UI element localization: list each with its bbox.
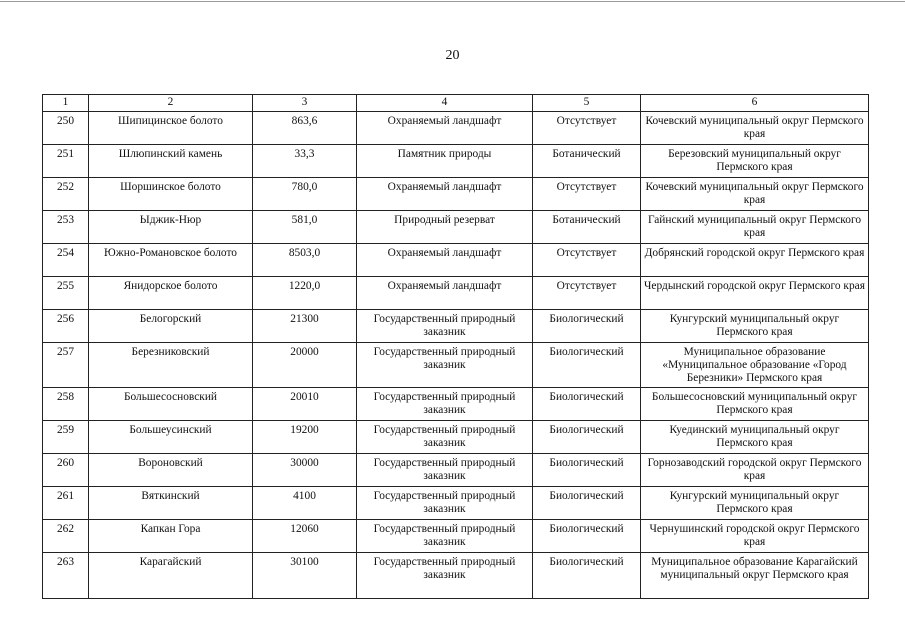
area-size: 20000: [253, 343, 357, 388]
area-profile: Биологический: [533, 454, 641, 487]
area-category: Государственный природный заказник: [357, 388, 533, 421]
area-size: 33,3: [253, 145, 357, 178]
table-row: [43, 310, 869, 343]
area-category: Охраняемый ландшафт: [357, 277, 533, 310]
area-size: 4100: [253, 487, 357, 520]
row-number: 259: [43, 421, 89, 454]
area-profile: Биологический: [533, 520, 641, 553]
area-location: Добрянский городской округ Пермского края: [641, 244, 869, 277]
area-profile: Отсутствует: [533, 112, 641, 145]
column-header: 1: [43, 95, 89, 112]
area-size: 8503,0: [253, 244, 357, 277]
area-name: Вороновский: [89, 454, 253, 487]
area-name: Белогорский: [89, 310, 253, 343]
table-row: [43, 112, 869, 145]
area-size: 780,0: [253, 178, 357, 211]
area-category: Охраняемый ландшафт: [357, 178, 533, 211]
area-category: Государственный природный заказник: [357, 520, 533, 553]
area-category: Охраняемый ландшафт: [357, 244, 533, 277]
row-number: 254: [43, 244, 89, 277]
area-profile: Биологический: [533, 553, 641, 599]
table-row: [43, 277, 869, 310]
header-row: [43, 95, 869, 112]
area-name: Шоршинское болото: [89, 178, 253, 211]
area-location: Муниципальное образование Карагайский муниципальный округ Пермского края: [641, 553, 869, 599]
area-location: Горнозаводский городской округ Пермского края: [641, 454, 869, 487]
area-name: Южно-Романовское болото: [89, 244, 253, 277]
page-number: 20: [445, 48, 460, 63]
area-category: Природный резерват: [357, 211, 533, 244]
row-number: 250: [43, 112, 89, 145]
table-row: [43, 421, 869, 454]
table-row: [43, 454, 869, 487]
area-size: 30000: [253, 454, 357, 487]
area-name: Шлюпинский камень: [89, 145, 253, 178]
row-number: 260: [43, 454, 89, 487]
column-header: 3: [253, 95, 357, 112]
table-row: [43, 211, 869, 244]
area-profile: Биологический: [533, 343, 641, 388]
area-size: 863,6: [253, 112, 357, 145]
column-header: 5: [533, 95, 641, 112]
area-category: Государственный природный заказник: [357, 310, 533, 343]
area-category: Государственный природный заказник: [357, 343, 533, 388]
table-row: [43, 553, 869, 599]
area-location: Муниципальное образование «Муниципальное образование «Город Березники» Пермского края: [641, 343, 869, 388]
area-size: 581,0: [253, 211, 357, 244]
area-name: Березниковский: [89, 343, 253, 388]
area-size: 12060: [253, 520, 357, 553]
top-border-line: [0, 1, 905, 2]
area-profile: Биологический: [533, 388, 641, 421]
area-name: Большеусинский: [89, 421, 253, 454]
table-header: [43, 95, 869, 112]
area-profile: Ботанический: [533, 211, 641, 244]
row-number: 253: [43, 211, 89, 244]
area-location: Чердынский городской округ Пермского края: [641, 277, 869, 310]
row-number: 252: [43, 178, 89, 211]
row-number: 255: [43, 277, 89, 310]
area-profile: Отсутствует: [533, 178, 641, 211]
area-location: Кунгурский муниципальный округ Пермского края: [641, 487, 869, 520]
area-size: 20010: [253, 388, 357, 421]
area-profile: Ботанический: [533, 145, 641, 178]
area-location: Кочевский муниципальный округ Пермского края: [641, 178, 869, 211]
column-header: 4: [357, 95, 533, 112]
row-number: 251: [43, 145, 89, 178]
area-location: Куединский муниципальный округ Пермского края: [641, 421, 869, 454]
area-size: 21300: [253, 310, 357, 343]
area-profile: Биологический: [533, 421, 641, 454]
area-location: Березовский муниципальный округ Пермского края: [641, 145, 869, 178]
area-profile: Биологический: [533, 487, 641, 520]
row-number: 257: [43, 343, 89, 388]
area-name: Янидорское болото: [89, 277, 253, 310]
table-row: [43, 388, 869, 421]
row-number: 262: [43, 520, 89, 553]
column-header: 2: [89, 95, 253, 112]
area-name: Ыджик-Нюр: [89, 211, 253, 244]
row-number: 258: [43, 388, 89, 421]
table-row: [43, 487, 869, 520]
table-row: [43, 178, 869, 211]
area-name: Вяткинский: [89, 487, 253, 520]
area-name: Большесосновский: [89, 388, 253, 421]
area-profile: Биологический: [533, 310, 641, 343]
protected-areas-table: [42, 94, 869, 599]
table-row: [43, 145, 869, 178]
area-size: 1220,0: [253, 277, 357, 310]
table-row: [43, 343, 869, 388]
area-size: 30100: [253, 553, 357, 599]
area-location: Кочевский муниципальный округ Пермского края: [641, 112, 869, 145]
area-category: Государственный природный заказник: [357, 487, 533, 520]
area-category: Памятник природы: [357, 145, 533, 178]
area-name: Карагайский: [89, 553, 253, 599]
area-location: Большесосновский муниципальный округ Пермского края: [641, 388, 869, 421]
area-profile: Отсутствует: [533, 244, 641, 277]
table-body: [43, 112, 869, 599]
area-name: Капкан Гора: [89, 520, 253, 553]
table-row: [43, 520, 869, 553]
area-location: Чернушинский городской округ Пермского края: [641, 520, 869, 553]
area-name: Шипицинское болото: [89, 112, 253, 145]
area-category: Охраняемый ландшафт: [357, 112, 533, 145]
column-header: 6: [641, 95, 869, 112]
row-number: 263: [43, 553, 89, 599]
row-number: 256: [43, 310, 89, 343]
area-profile: Отсутствует: [533, 277, 641, 310]
area-category: Государственный природный заказник: [357, 454, 533, 487]
table-row: [43, 244, 869, 277]
area-category: Государственный природный заказник: [357, 421, 533, 454]
row-number: 261: [43, 487, 89, 520]
area-category: Государственный природный заказник: [357, 553, 533, 599]
area-location: Гайнский муниципальный округ Пермского края: [641, 211, 869, 244]
area-size: 19200: [253, 421, 357, 454]
area-location: Кунгурский муниципальный округ Пермского края: [641, 310, 869, 343]
